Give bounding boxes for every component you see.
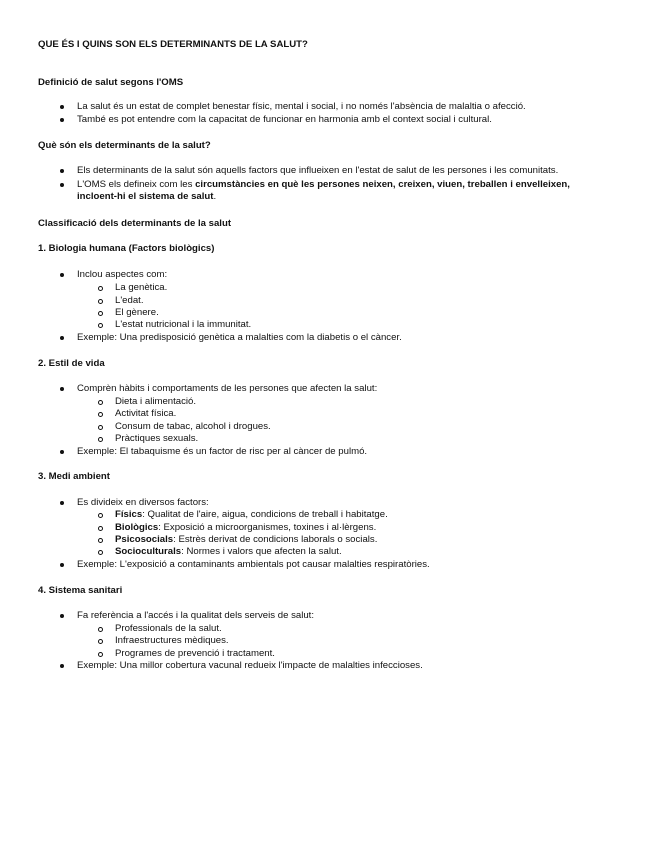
- category-heading-lifestyle: 2. Estil de vida: [38, 358, 105, 369]
- list-item: La salut és un estat de complet benestar físic, mental i social, i no només l'absència de malaltia o afecció.: [77, 101, 526, 112]
- list-item: Exemple: L'exposició a contaminants ambientals pot causar malalties respiratòries.: [77, 559, 430, 570]
- list-item-text: .: [213, 191, 217, 202]
- sub-list-item: [115, 509, 388, 520]
- sub-list-item: Infraestructures mèdiques.: [115, 635, 229, 646]
- term-description: : Qualitat de l'aire, aigua, condicions de treball i habitatge.: [142, 509, 388, 520]
- term-description: : Estrès derivat de condicions laborals o socials.: [173, 534, 378, 545]
- sub-list-item: La genètica.: [115, 282, 168, 293]
- sub-list-item: Consum de tabac, alcohol i drogues.: [115, 421, 271, 432]
- list-item: Es divideix en diversos factors:: [77, 497, 209, 508]
- list-item: Exemple: El tabaquisme és un factor de risc per al càncer de pulmó.: [77, 446, 368, 457]
- sub-list-item: [115, 546, 342, 557]
- category-heading-health-system: 4. Sistema sanitari: [38, 585, 123, 596]
- list-item: Exemple: Una predisposició genètica a malalties com la diabetis o el càncer.: [77, 332, 402, 343]
- section-heading-classification: Classificació dels determinants de la salut: [38, 218, 232, 229]
- sub-list-item: Programes de prevenció i tractament.: [115, 648, 275, 659]
- term-description: : Normes i valors que afecten la salut.: [181, 546, 342, 557]
- sub-list-item: Dieta i alimentació.: [115, 396, 197, 407]
- list-item: També es pot entendre com la capacitat de funcionar en harmonia amb el context social i cultural.: [77, 114, 492, 125]
- sub-list-item: El gènere.: [115, 307, 159, 318]
- document-title: QUE ÉS I QUINS SON ELS DETERMINANTS DE LA SALUT?: [38, 39, 308, 50]
- term-label: Físics: [115, 509, 143, 520]
- sub-list-item: Professionals de la salut.: [115, 623, 222, 634]
- sub-list-item: Pràctiques sexuals.: [115, 433, 199, 444]
- category-heading-biology: 1. Biologia humana (Factors biològics): [38, 243, 215, 254]
- list-item: Exemple: Una millor cobertura vacunal redueix l'impacte de malalties infeccioses.: [77, 660, 423, 671]
- category-heading-environment: 3. Medi ambient: [38, 471, 110, 482]
- list-item-text: L'OMS els defineix com les: [77, 179, 196, 190]
- term-label: Psicosocials: [115, 534, 174, 545]
- term-description: : Exposició a microorganismes, toxines i al·lèrgens.: [158, 522, 377, 533]
- sub-list-item: [115, 522, 376, 533]
- list-item: Els determinants de la salut són aquells factors que influeixen en l'estat de salut de les persones i les comunitats.: [77, 165, 559, 176]
- list-item-bold: incloent-hi el sistema de salut: [77, 191, 214, 202]
- sub-list-item: L'edat.: [115, 295, 144, 306]
- list-item: Inclou aspectes com:: [77, 269, 168, 280]
- sub-list-item: L'estat nutricional i la immunitat.: [115, 319, 252, 330]
- section-heading-definition: Definició de salut segons l'OMS: [38, 77, 184, 88]
- list-item: Fa referència a l'accés i la qualitat dels serveis de salut:: [77, 610, 314, 621]
- list-item: [77, 179, 570, 190]
- term-label: Biològics: [115, 522, 159, 533]
- list-item-continuation: [77, 191, 216, 202]
- sub-list-item: [115, 534, 377, 545]
- sub-list-item: Activitat física.: [115, 408, 177, 419]
- term-label: Socioculturals: [115, 546, 182, 557]
- list-item: Comprèn hàbits i comportaments de les persones que afecten la salut:: [77, 383, 378, 394]
- list-item-bold: circumstàncies en què les persones neixen, creixen, viuen, treballen i envelleixen,: [195, 179, 570, 190]
- section-heading-determinants: Què són els determinants de la salut?: [38, 140, 211, 151]
